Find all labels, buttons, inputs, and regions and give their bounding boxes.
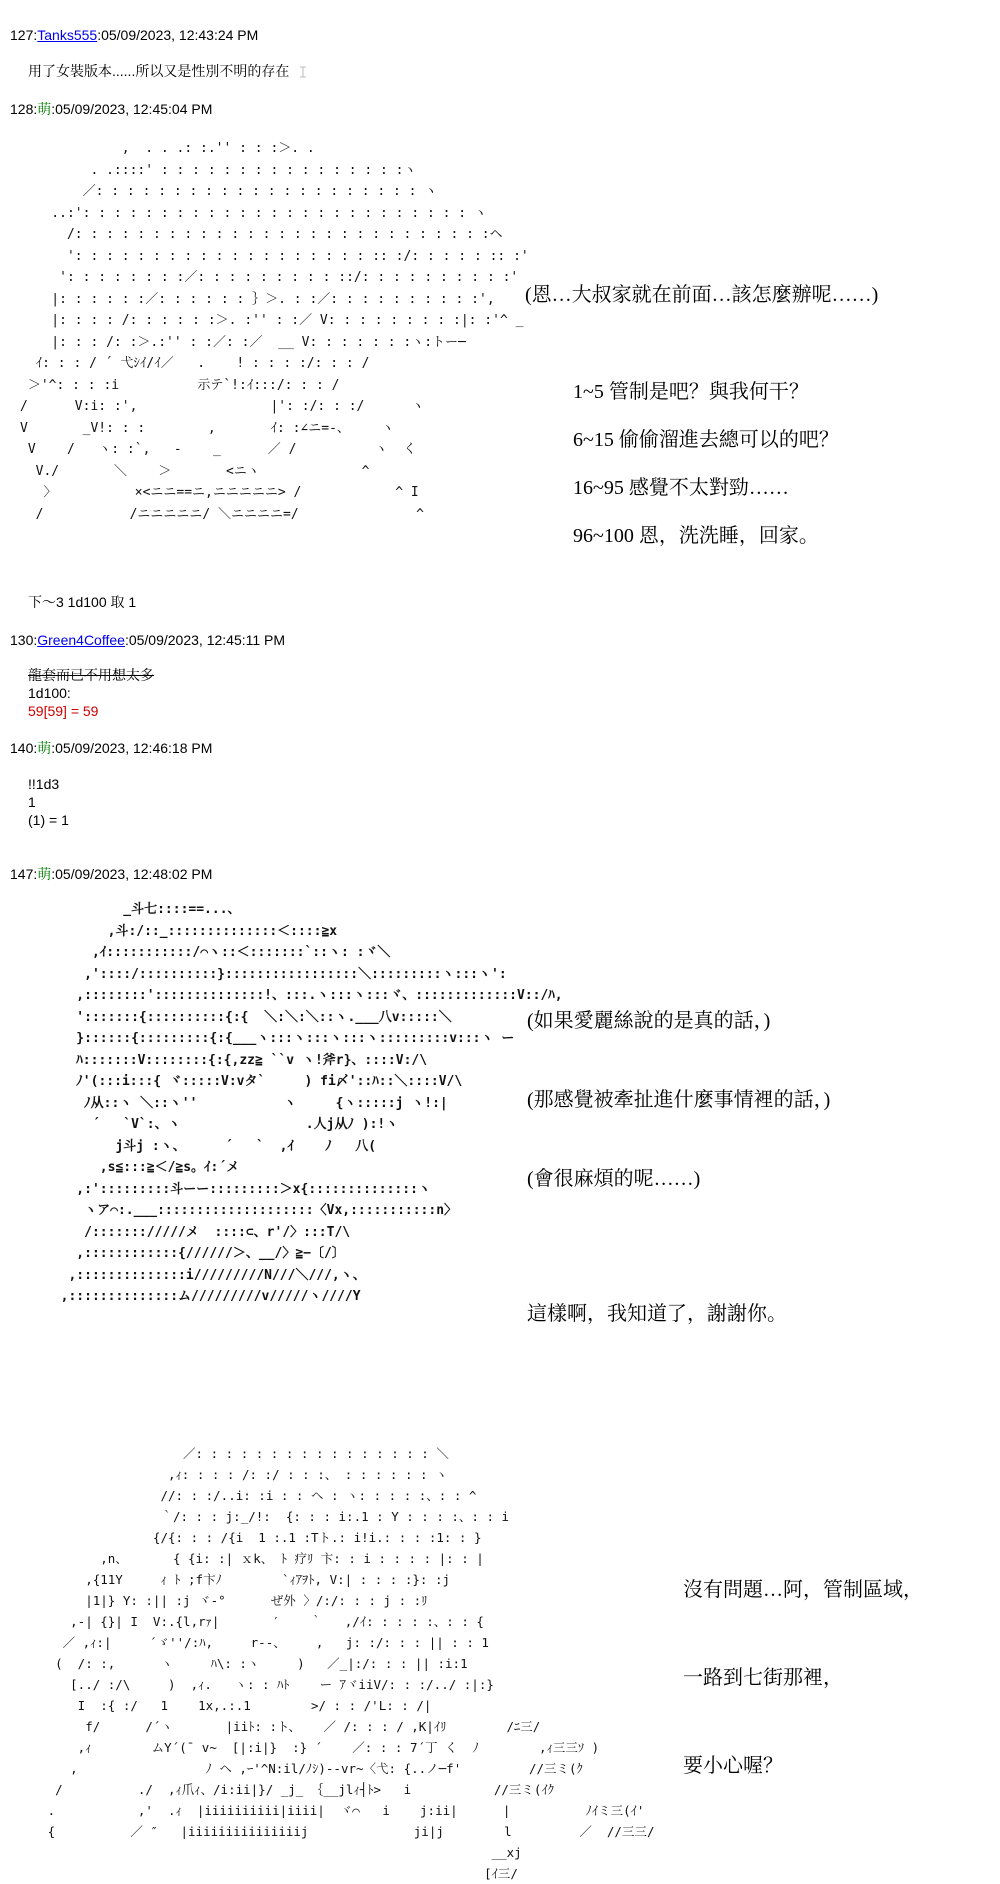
speech-line: (如果愛麗絲說的是真的話，): [527, 1010, 771, 1032]
dice-command: 1d100:: [28, 685, 71, 701]
poster-name: 萌: [37, 740, 52, 756]
post-number: 130: [10, 632, 34, 648]
separator: :: [33, 27, 38, 43]
speech-line: (會很麻煩的呢……): [527, 1168, 701, 1190]
post-number: 127: [10, 27, 34, 43]
post-datetime: 05/09/2023, 12:48:02 PM: [55, 866, 213, 882]
post-header-147: [10, 865, 212, 883]
poster-name-link[interactable]: Green4Coffee: [37, 632, 125, 648]
choice-line: 16~95 感覺不太對勁……: [573, 477, 789, 499]
speech-line: (恩…大叔家就在前面…該怎麼辦呢……): [525, 284, 879, 306]
speech-line: 這樣啊，我知道了，謝謝你。: [527, 1303, 787, 1325]
ascii-art-character-2: _斗七::::==...、 ,斗:/::_::::::::::::::＜::::≧x ,ｲ:::::::::::/⌒ヽ::＜:::::::`::ヽ: :ヾ＼ ,'::::/::::::::::}:::::::::::::::::＼:::::::::ヽ:::ヽ': ,::::::::'::::::::::::::!、:::.ヽ:::ヽ:::ヾ、:::::::::::::V::/ﾊ, ':::::::{::::::::::{:{ ＼:＼:＼::ヽ.___八v:::::＼ }::::::{:::::::::{:{___ヽ:::ヽ:::ヽ:::ヽ:::::::::v:::ヽ ー ﾊ:::::::V::::::::{:{,zz≧ ``v ヽ!斧r}、::::V:/\ ﾉ'(:::i:::{ ヾ:::::V:vタ` ) fi〆'::ﾊ::＼::::V/\ ﾉ从::ヽ ＼::ヽ'' ヽ {ヽ:::::j ヽ!:| ´ `V`:、ヽ .人j从ﾉ ):!ヽ j斗j :ヽ、 ´ ` ,ｲ ﾉ 八( ,s≦:::≧＜/≧s。ｲ:´メ ,:':::::::::斗ーー:::::::::＞x{::::::::::::::ヽ ヽア⌒:.___::::::::::::::::::::〈Vx,:::::::::::n〉 /::::::://///メ ::::⊂、r'/〉:::T/\ ,::::::::::::{//////＞、__/〉≧−〔/〕 ,::::::::::::::i/////////N///＼///,ヽ、 ,::::::::::::::ム/////////v/////ヽ////Y: [60, 902, 563, 1304]
post-header-127: [10, 26, 258, 44]
post-header-130: [10, 631, 285, 649]
separator: :: [51, 866, 56, 882]
separator: :: [51, 101, 56, 117]
separator: :: [124, 632, 129, 648]
post-text-strikethrough: 龍套而已不用想太多: [28, 667, 154, 683]
post-number: 128: [10, 101, 34, 117]
separator: :: [33, 101, 38, 117]
post-datetime: 05/09/2023, 12:46:18 PM: [55, 740, 213, 756]
speech-line: (那感覺被牽扯進什麼事情裡的話，): [527, 1089, 831, 1111]
choice-line: 1~5 管制是吧？與我何干？: [573, 381, 809, 403]
post-number: 140: [10, 740, 34, 756]
separator: :: [97, 27, 102, 43]
separator: :: [33, 866, 38, 882]
dice-command: !!1d3: [28, 776, 60, 792]
post-datetime: 05/09/2023, 12:45:04 PM: [55, 101, 213, 117]
dice-value: 1: [28, 794, 36, 810]
choice-line: 96~100 恩，洗洗睡，回家。: [573, 525, 819, 547]
speech-line: 要小心喔？: [683, 1755, 783, 1777]
poster-name: 萌: [37, 101, 52, 117]
poster-name: 萌: [37, 866, 52, 882]
poster-name-link[interactable]: Tanks555: [37, 27, 98, 43]
separator: :: [33, 740, 38, 756]
dice-result: 59[59] = 59: [28, 703, 99, 719]
post-text: 用了女裝版本......所以又是性別不明的存在: [28, 63, 290, 79]
post-datetime: 05/09/2023, 12:43:24 PM: [101, 27, 259, 43]
dice-result: (1) = 1: [28, 812, 69, 828]
choice-line: 6~15 偷偷溜進去總可以的吧？: [573, 429, 839, 451]
ascii-art-character-1: , . . .: :.'' : : :＞. . . .::::' : : : : : : : : : : : : : : : :ヽ ／: : : : : : : : : : : : : : : : : : : : : ヽ ..:': : : : : : : : : : : : : : : : : : : : : : : : : ヽ /: : : : : : : : : : : : : : : : : : : : : : : : : : :ヘ ': : : : : : : : : : : : : : : : : : : :: :/: : : : : :: :' ': : : : : : : :／: : : : : : : : : ::/: : : : : : : : : :' |: : : : : :／: : : : : : ｝＞. : :／: : : : : : : : : :', |: : : : /: : : : : :＞. :'' : :／ V: : : : : : : : :|: :'^ _ |: : : /: :＞.:'' : :／: :／ __ V: : : : : : :ヽ:トー─ ｲ: : : / ´ 弋ｼｲ/ｲ／ . ! : : : :/: : : / ＞'^: : : :i 示テ`!:ｲ:::/: : : / / V:i: :', |': :/: : :/ ヽ V _V!: : : , ｲ: :∠ニ=-、 ヽ V / ヽ: :`, - _ ／ / ヽ く V./ ＼ ＞ <ニヽ ^ 〉 ×<ニニ==ニ,ニニニニニ> / ^ I / /ニニニニニ/ ＼ニニニニ=/ ^: [20, 141, 529, 522]
speech-line: 一路到七街那裡，: [683, 1667, 843, 1689]
post-datetime: 05/09/2023, 12:45:11 PM: [128, 632, 286, 648]
ascii-art-character-3: ／: : : : : : : : : : : : : : : : ＼ ,ｨ: : : : /: :/ : : :、 : : : : : : ヽ //: : :/..i: :i : : ヘ : ヽ: : : : :、: : ^ ｀/: : : j:_/!: {: : : i:.1 : Y : : : :、: : i {/{: : : /{i 1 :.1 :Tト.: i!i.: : : :1: : } ,n、 { {i: :| ｘk、 ﾄ 疗ﾘ 卞: : i : : : : |: : | ,{11Y ｨ ﾄ ;f卞ﾉ `ｨｱｦﾄ, V:| : : : :}: :j |1|} Y: :|| :j ヾ-° ぜ外 〉/:/: : : j : :ﾘ ,-| {}| I V:.{l,rｧ| ′ ｀ ,/ｲ: : : : :、: : { ／ ,ｨ:| ´ゞ''/:ﾊ, r--、 , j: :/: : : || : : 1 ( /: :, ヽ ﾊ\: :ヽ ) ／_|:/: : : || :i:1 [../ :/\ ) ,ｨ. ヽ: : ﾊﾄ ー ｱヾiiV/: : :/../ :|:} I :{ :/ 1 1x,.:.1 >/ : : /'L: : /| f/ /´ヽ |iiﾄ: :ト、 ／ /: : : / ,K|ｲﾘ /ﾆ三/ ,ｨ ムY´(¯ v~ [|:i|} :} ´ ／: : : 7´丁 く ﾉ ,ｨ三三ｿ ) , ﾉ ヘ ,ｰ'^N:il/ﾉｼ)--vr~〈弋: {..ノ─f' //三ミ(ｸ / ./ ,ｨ爪ｨ、/i:ii|}/ _j_ ｛__jlｨ┤ﾄ> i //三ミ(ｲｸ . ,' .ｨ |iiiiiiiiii|iiii| ヾ⌒ i j:ii| | ﾉｲミ三(ｲ' { ／ ″ |iiiiiiiiiiiiiiij ji|j l ／ //三三/ __xj [ｲ三/: [47, 1446, 655, 1881]
post-header-140: [10, 739, 212, 757]
separator: :: [33, 632, 38, 648]
post-body-127: [28, 62, 307, 80]
post-header-128: [10, 100, 212, 118]
separator: :: [51, 740, 56, 756]
post-number: 147: [10, 866, 34, 882]
text-cursor-icon: [299, 66, 307, 78]
speech-line: 沒有問題…阿，管制區域，: [683, 1579, 923, 1601]
post-footer-dice: 下〜3 1d100 取 1: [28, 594, 137, 610]
